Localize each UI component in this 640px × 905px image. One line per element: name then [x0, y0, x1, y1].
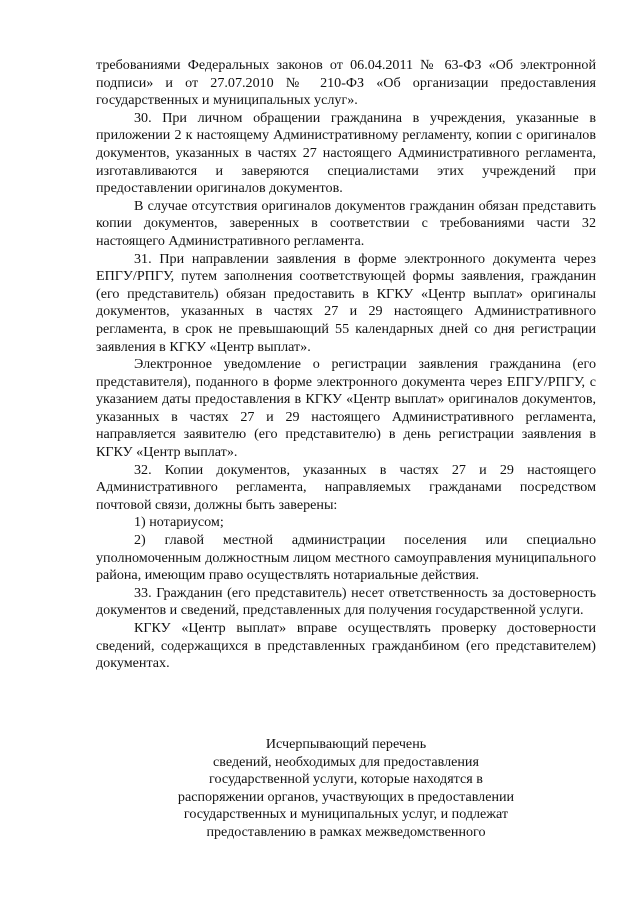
paragraph-32-item-1: 1) нотариусом;: [134, 514, 224, 531]
paragraph-32: 32. Копии документов, указанных в частях 27 и 29 настоящего Административного регламента, направляемых гражданами посредством почтовой связи, должны быть заверены:: [96, 461, 596, 513]
paragraph-30: 30. При личном обращении гражданина в учреждения, указанные в приложении 2 к настоящему Административному регламенту, копии с оригиналов документов, указанных в частях 27 настоящего Административного регламента, изготавливаются и заверяются специалистами этих учреждений при предоставлении оригиналов документов.: [96, 109, 596, 197]
section-heading-line: распоряжении органов, участвующих в предоставлении: [177, 788, 515, 805]
paragraph-30-absence: В случае отсутствия оригиналов документов гражданин обязан представить копии документов, заверенных в соответствии с требованиями части 32 настоящего Административного регламента.: [96, 197, 596, 249]
section-heading: [96, 736, 596, 842]
paragraph-31: 31. При направлении заявления в форме электронного документа через ЕПГУ/РПГУ, путем заполнения соответствующей формы заявления, гражданин (его представитель) обязан предоставить в КГКУ «Центр выплат» оригиналы документов, указанных в частях 27 и 29 настоящего Административного регламента, в срок не превышающий 55 календарных дней со дня регистрации заявления в КГКУ «Центр выплат».: [96, 250, 596, 355]
section-heading-line: предоставлению в рамках межведомственного: [206, 823, 486, 840]
paragraph-32-item-2: 2) главой местной администрации поселения или специально уполномоченным должностным лицом местного самоуправления муниципального района, имеющим право осуществлять нотариальные действия.: [96, 532, 596, 584]
document-body: [96, 57, 596, 673]
paragraph-33-check: КГКУ «Центр выплат» вправе осуществлять проверку достоверности сведений, содержащихся в представленных гражданбином (его представителем) документах.: [96, 620, 596, 672]
paragraph-31-notice: Электронное уведомление о регистрации заявления гражданина (его представителя), поданного в форме электронного документа через ЕПГУ/РПГУ, с указанием даты предоставления в КГКУ «Центр выплат» оригиналов документов, указанных в частях 27 и 29 настоящего Административного регламента, направляется заявителю (его представителю) в день регистрации заявления в КГКУ «Центр выплат».: [96, 356, 596, 461]
section-heading-line: Исчерпывающий перечень: [265, 736, 427, 752]
paragraph-continuation: требованиями Федеральных законов от 06.04.2011 № 63-ФЗ «Об электронной подписи» и от 27.07.2010 № 210-ФЗ «Об организации предоставления государственных и муниципальных услуг».: [96, 57, 596, 109]
section-heading-line: государственных и муниципальных услуг, и подлежат: [183, 806, 509, 823]
section-heading-line: сведений, необходимых для предоставления: [213, 753, 479, 770]
section-heading-line: государственной услуги, которые находятся в: [209, 771, 483, 788]
paragraph-33: 33. Гражданин (его представитель) несет ответственность за достоверность документов и сведений, представленных для получения государственной услуги.: [96, 584, 596, 619]
